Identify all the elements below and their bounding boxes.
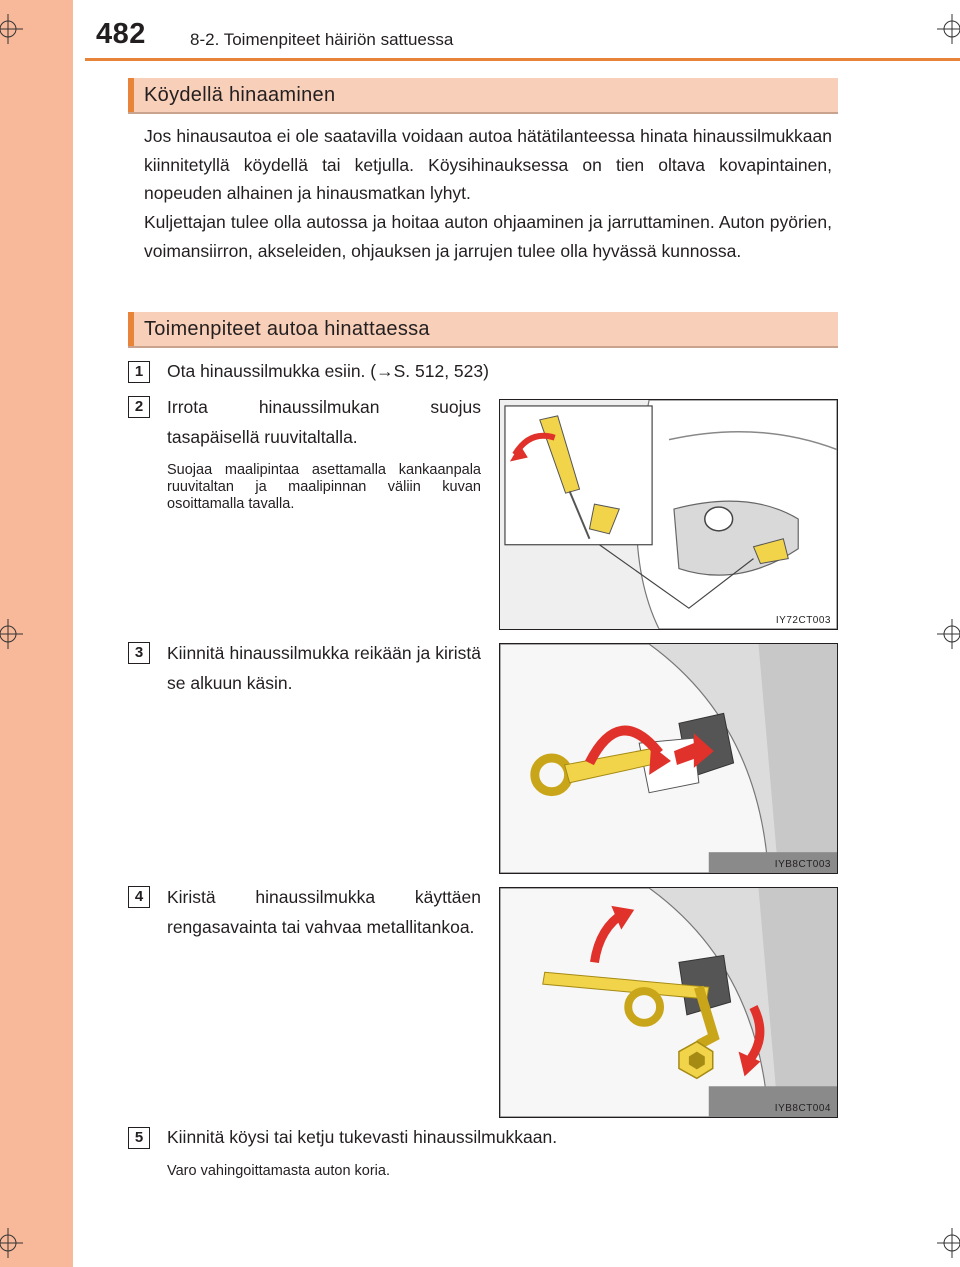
paragraph-rope-towing: Jos hinausautoa ei ole saatavilla voidaan autoa hätätilanteessa hinata hinaussilmukkaan kiinnitetyllä köydellä tai ketjulla. Köysihinauksessa on tien oltava kovapintainen, nopeuden alhainen ja hinausmatkan lyhyt. (144, 126, 832, 203)
chapter-title: 8-2. Toimenpiteet häiriön sattuessa (190, 30, 454, 49)
step-number-1: 1 (128, 361, 150, 383)
section-title: Köydellä hinaaminen (144, 84, 336, 106)
step-5-text: Kiinnitä köysi tai ketju tukevasti hinaussilmukkaan. (167, 1127, 558, 1147)
illustration-remove-cover (499, 399, 838, 630)
step-4-text: Kiristä hinaussilmukka käyttäen rengasavainta tai vahvaa metallitankoa. (167, 887, 481, 937)
paragraph-driver-duty: Kuljettajan tulee olla autossa ja hoitaa auton ohjaaminen ja jarruttaminen. Auton pyörien, voimansiirron, akseleiden, ohjauksen ja jarrujen tulee olla hyvässä kunnossa. (144, 212, 832, 261)
registration-mark-icon (0, 14, 23, 44)
step-3-text: Kiinnitä hinaussilmukka reikään ja kiristä se alkuun käsin. (167, 643, 481, 693)
step-1-text: Ota hinaussilmukka esiin. (→S. 512, 523) (167, 361, 489, 381)
section-heading-towing-procedure (128, 312, 838, 348)
step-number-3: 3 (128, 642, 150, 664)
section-heading-towing-rope (128, 78, 838, 114)
step-5-note: Varo vahingoittamasta auton koria. (167, 1163, 391, 1179)
header-rule (85, 58, 960, 61)
step-2-note: Suojaa maalipintaa asettamalla kankaanpala ruuvitaltan ja maalipinnan väliin kuvan osoittamalla tavalla. (167, 462, 481, 512)
step-number-4: 4 (128, 886, 150, 908)
step-number-2: 2 (128, 396, 150, 418)
illustration-attach-eyelet (499, 643, 838, 874)
illustration-code: IYB8CT003 (774, 859, 831, 870)
illustration-code: IYB8CT004 (774, 1103, 831, 1114)
registration-mark-icon (937, 1228, 960, 1258)
section-title: Toimenpiteet autoa hinattaessa (144, 318, 430, 340)
page-number: 482 (96, 18, 146, 50)
step-number-5: 5 (128, 1127, 150, 1149)
registration-mark-icon (937, 619, 960, 649)
registration-mark-icon (937, 14, 960, 44)
registration-mark-icon (0, 1228, 23, 1258)
illustration-code: IY72CT003 (775, 615, 831, 626)
illustration-tighten-eyelet (499, 887, 838, 1118)
step-2-text: Irrota hinaussilmukan suojus tasapäisellä ruuvitaltalla. (167, 397, 481, 447)
registration-mark-icon (0, 619, 23, 649)
